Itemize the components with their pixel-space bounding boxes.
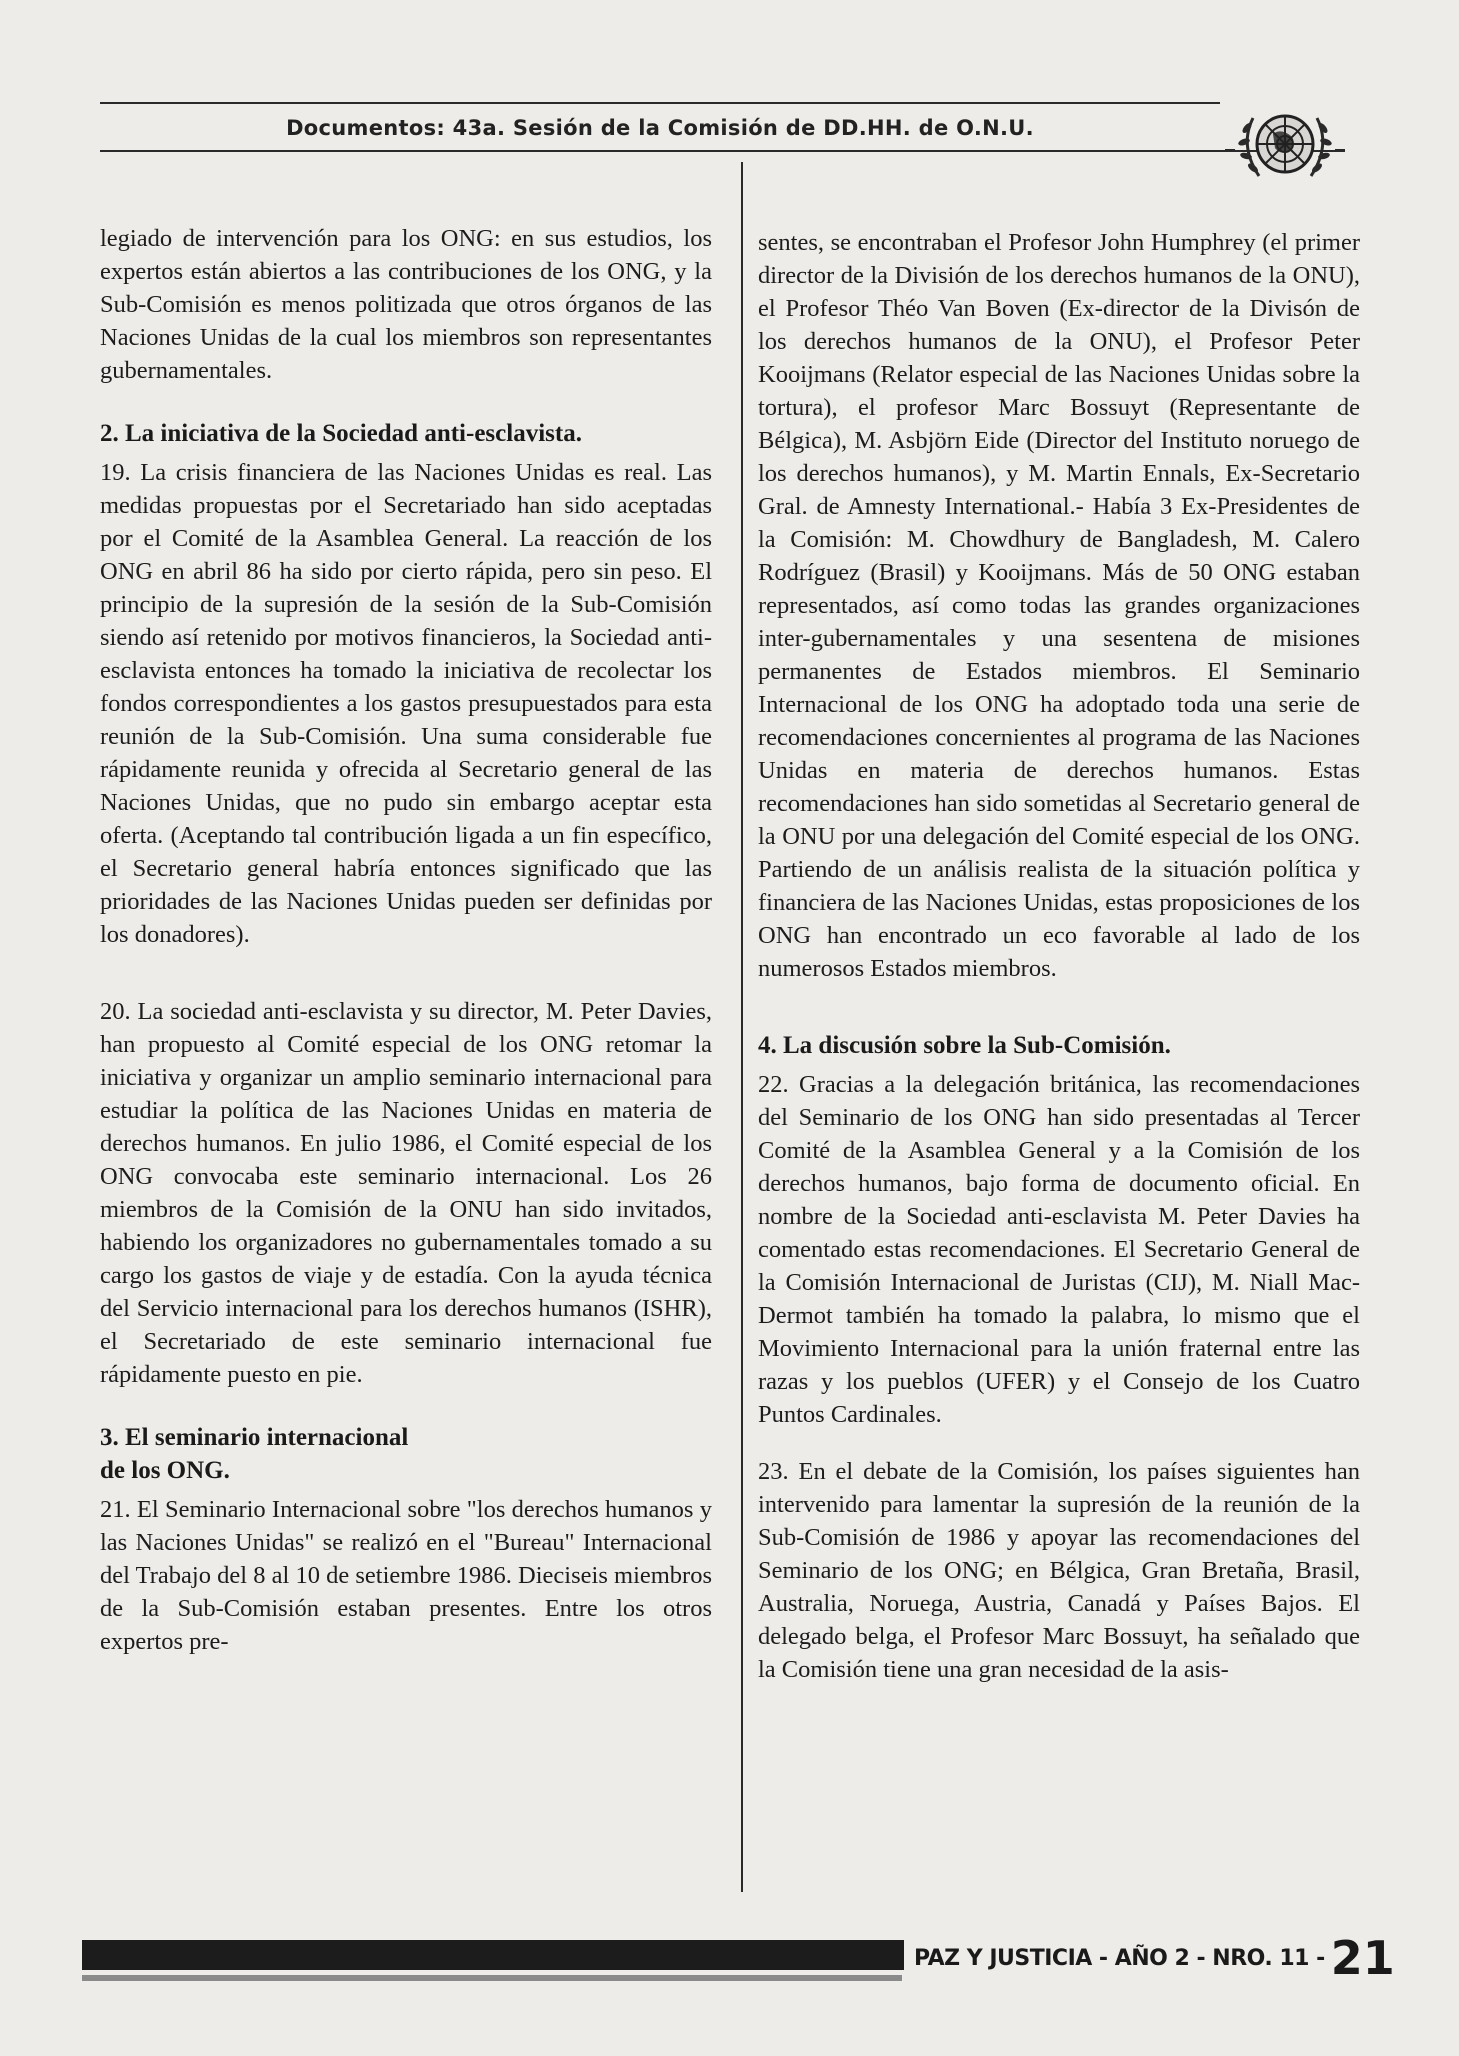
header-title: Documentos: 43a. Sesión de la Comisión de DD.HH. de O.N.U. [286, 116, 1034, 140]
paragraph-20: 20. La sociedad anti-esclavista y su director, M. Peter Davies, han propuesto al Comité especial de los ONG retomar la iniciativa y organizar un amplio seminario internacional para estudiar la política de las Naciones Unidas en materia de derechos humanos. En julio 1986, el Comité especial de los ONG convocaba este seminario internacional. Los 26 miembros de la Comisión de la ONU han sido invitados, habiendo los organizadores no gubernamentales tomado a su cargo los gastos de viaje y de estadía. Con la ayuda técnica del Servicio internacional para los derechos humanos (ISHR), el Secretariado de este seminario internacional fue rápidamente puesto en pie. [100, 998, 712, 1388]
paragraph-continuation: sentes, se encontraban el Profesor John Humphrey (el primer director de la División de los derechos humanos de la ONU), el Profesor Théo Van Boven (Ex-director de la Divisón de los derechos humanos de la ONU), el Profesor Peter Kooijmans (Relator especial de las Naciones Unidas sobre la tortura), el profesor Marc Bossuyt (Representante de Bélgica), M. Asbjörn Eide (Director del Instituto noruego de los derechos humanos), y M. Martin Ennals, Ex-Secretario Gral. de Amnesty International.- Había 3 Ex-Presidentes de la Comisión: M. Chowdhury de Bangladesh, M. Calero Rodríguez (Brasil) y Kooijmans. Más de 50 ONG estaban representados, así como todas las grandes organizaciones inter-gubernamentales y una sesentena de misiones permanentes de Estados miembros. El Seminario Internacional de los ONG ha adoptado toda una serie de recomendaciones concernientes al programa de las Naciones Unidas en materia de derechos humanos. Estas recomendaciones han sido sometidas al Secretario general de la ONU por una delegación del Comité especial de los ONG. Partiendo de un análisis realista de la situación política y financiera de las Naciones Unidas, estas proposiciones de los ONG han encontrado un eco favorable al lado de los numerosos Estados miembros. [758, 229, 1360, 982]
right-column [758, 226, 1360, 1686]
paragraph-intro: legiado de intervención para los ONG: en sus estudios, los expertos están abiertos a las contribuciones de los ONG, y la Sub-Comisión es menos politizada que otros órganos de las Naciones Unidas de la cual los miembros son representantes gubernamentales. [100, 225, 712, 384]
paragraph-23: 23. En el debate de la Comisión, los países siguientes han intervenido para lamentar la supresión de la reunión de la Sub-Comisión de 1986 y apoyar las recomendaciones del Seminario de los ONG; en Bélgica, Gran Bretaña, Brasil, Australia, Noruega, Austria, Canadá y Países Bajos. El delegado belga, el Profesor Marc Bossuyt, ha señalado que la Comisión tiene una gran necesidad de la asis- [758, 1458, 1360, 1683]
footer-label [904, 1931, 1409, 1985]
page-number: 21 [1330, 1931, 1395, 1985]
header-bottom-rule [100, 150, 1345, 152]
section-heading-2: 2. La iniciativa de la Sociedad anti-esclavista. [100, 420, 582, 447]
column-divider [741, 162, 743, 1892]
section-heading-4: 4. La discusión sobre la Sub-Comisión. [758, 1032, 1171, 1059]
section-heading-3-line2: de los ONG. [100, 1457, 230, 1484]
un-emblem-icon [1225, 98, 1345, 192]
header-top-rule [100, 102, 1220, 104]
footer-publication: PAZ Y JUSTICIA - AÑO 2 - NRO. 11 - [914, 1945, 1325, 1971]
paragraph-19: 19. La crisis financiera de las Naciones Unidas es real. Las medidas propuestas por el Secretariado han sido aceptadas por el Comité de la Asamblea General. La reacción de los ONG en abril 86 ha sido por cierto rápida, pero sin peso. El principio de la supresión de la sesión de la Sub-Comisión siendo así retenido por motivos financieros, la Sociedad anti-esclavista entonces ha tomado la iniciativa de recolectar los fondos correspondientes a los gastos presupuestados para esta reunión de la Sub-Comisión. Una suma considerable fue rápidamente reunida y ofrecida al Secretario general de las Naciones Unidas, que no pudo sin embargo aceptar esta oferta. (Aceptando tal contribución ligada a un fin específico, el Secretario general habría entonces significado que las prioridades de las Naciones Unidas pueden ser definidas por los donadores). [100, 459, 712, 948]
paragraph-21: 21. El Seminario Internacional sobre "los derechos humanos y las Naciones Unidas" se realizó en el "Bureau" Internacional del Trabajo del 8 al 10 de setiembre 1986. Dieciseis miembros de la Sub-Comisión estaban presentes. Entre los otros expertos pre- [100, 1496, 712, 1655]
left-column [100, 222, 712, 1658]
footer-underline [82, 1975, 902, 1981]
paragraph-22: 22. Gracias a la delegación británica, las recomendaciones del Seminario de los ONG han sido presentadas al Tercer Comité de la Asamblea General y a la Comisión de los derechos humanos, bajo forma de documento oficial. En nombre de la Sociedad anti-esclavista M. Peter Davies ha comentado estas recomendaciones. El Secretario General de la Comisión Internacional de Juristas (CIJ), M. Niall Mac-Dermot también ha tomado la palabra, lo mismo que el Movimiento Internacional para la unión fraternal entre las razas y los pueblos (UFER) y el Consejo de los Cuatro Puntos Cardinales. [758, 1071, 1360, 1428]
section-heading-3-line1: 3. El seminario internacional [100, 1424, 409, 1451]
